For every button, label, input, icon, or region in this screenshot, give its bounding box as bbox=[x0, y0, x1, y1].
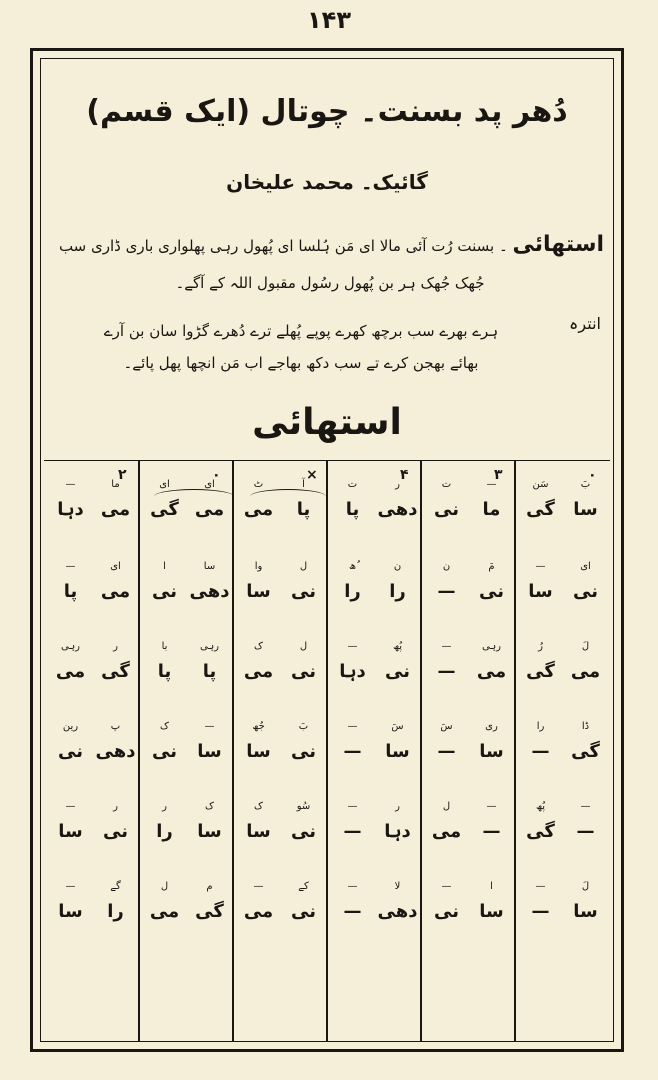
lyric-syllable: ت bbox=[441, 479, 452, 490]
swara-note: سا bbox=[246, 581, 271, 602]
lyric-syllable: م bbox=[206, 881, 213, 892]
swara-note: سا bbox=[197, 821, 222, 842]
swara-note: می bbox=[243, 901, 274, 922]
swara-note: می bbox=[431, 821, 462, 842]
swara-note: — bbox=[531, 741, 550, 762]
notation-column-1 bbox=[516, 461, 610, 1041]
swara-note: نی bbox=[152, 741, 177, 762]
swara-note: — bbox=[437, 661, 456, 682]
antra-line-2: بھائے بھجن کرے تے سب دکھ بھاجے اب مَن انچھا پھل پائے۔ bbox=[123, 354, 479, 372]
swara-note: می bbox=[100, 499, 131, 520]
lyric-syllable: رُ bbox=[538, 641, 543, 652]
notation-column-5 bbox=[140, 461, 234, 1041]
swara-note: نی bbox=[103, 821, 128, 842]
swara-note: سا bbox=[479, 901, 504, 922]
lyric-syllable: پُھ bbox=[535, 801, 546, 812]
lyric-syllable: ن bbox=[393, 561, 402, 572]
lyric-syllable: رہی bbox=[481, 641, 502, 652]
lyric-syllable: ای bbox=[204, 479, 215, 490]
swara-note: می bbox=[570, 661, 601, 682]
swara-note: سا bbox=[528, 581, 553, 602]
swara-note: دہا bbox=[339, 661, 366, 682]
sthai-line-2: جُھک جُھک ہر بن پُھول رسُول مقبول اللہ کے آگے۔ bbox=[175, 274, 485, 292]
swara-note: می bbox=[243, 499, 274, 520]
lyric-syllable: بَ bbox=[298, 721, 309, 732]
lyric-syllable: آ bbox=[302, 479, 305, 490]
lyric-syllable: را bbox=[536, 721, 545, 732]
page-title: دُھر پد بسنت۔ چوتال (ایک قسم) bbox=[86, 94, 568, 129]
lyric-syllable: رہی bbox=[199, 641, 220, 652]
tala-marker: × bbox=[306, 467, 318, 483]
swara-note: دہا bbox=[384, 821, 411, 842]
swara-note: نی bbox=[152, 581, 177, 602]
lyric-syllable: ک bbox=[160, 721, 169, 732]
lyric-syllable: — bbox=[347, 641, 358, 652]
tala-marker: ۲ bbox=[118, 467, 127, 483]
notation-column-4 bbox=[234, 461, 328, 1041]
swara-note: را bbox=[156, 821, 173, 842]
swara-note: گی bbox=[526, 821, 555, 842]
lyric-syllable: — bbox=[65, 561, 76, 572]
lyric-syllable: — bbox=[347, 881, 358, 892]
swara-note: سا bbox=[246, 741, 271, 762]
lyric-syllable: سُو bbox=[296, 801, 311, 812]
lyric-syllable: ر bbox=[113, 801, 118, 812]
swara-note: گی bbox=[526, 499, 555, 520]
lyric-syllable: — bbox=[347, 721, 358, 732]
swara-note: نی bbox=[573, 581, 598, 602]
singer-credit: گائیک۔ محمد علیخان bbox=[226, 170, 428, 194]
swara-note: نی bbox=[58, 741, 83, 762]
lyric-syllable: پ bbox=[110, 721, 121, 732]
lyric-syllable: ا bbox=[163, 561, 166, 572]
swara-note: می bbox=[55, 661, 86, 682]
lyric-syllable: ای bbox=[159, 479, 170, 490]
notation-heading: استھائی bbox=[252, 402, 402, 443]
notation-column-3 bbox=[328, 461, 422, 1041]
swara-note: دھی bbox=[377, 499, 418, 520]
swara-note: سا bbox=[58, 821, 83, 842]
swara-note: را bbox=[344, 581, 361, 602]
notation-column-6 bbox=[46, 461, 140, 1041]
swara-note: می bbox=[100, 581, 131, 602]
lyric-syllable: ک bbox=[205, 801, 214, 812]
swara-note: را bbox=[389, 581, 406, 602]
lyric-syllable: — bbox=[535, 561, 546, 572]
swara-note: نی bbox=[434, 901, 459, 922]
lyric-syllable: لَ bbox=[581, 641, 590, 652]
swara-note: — bbox=[531, 901, 550, 922]
notation-grid bbox=[44, 460, 610, 1041]
swara-note: — bbox=[343, 901, 362, 922]
lyric-syllable: با bbox=[161, 641, 168, 652]
lyric-syllable: مَ bbox=[488, 561, 495, 572]
lyric-syllable: — bbox=[486, 801, 497, 812]
lyric-syllable: ل bbox=[160, 881, 169, 892]
swara-note: سا bbox=[573, 901, 598, 922]
lyric-syllable: ری bbox=[485, 721, 498, 732]
swara-note: پا bbox=[202, 661, 217, 682]
lyric-syllable: ن bbox=[442, 561, 451, 572]
lyric-syllable: کے bbox=[298, 881, 309, 892]
lyric-syllable: — bbox=[486, 479, 497, 490]
tala-marker: ۴ bbox=[400, 467, 409, 483]
lyric-syllable: ل bbox=[442, 801, 451, 812]
swara-note: گی bbox=[526, 661, 555, 682]
swara-note: نی bbox=[291, 661, 316, 682]
lyric-syllable: سَن bbox=[532, 479, 549, 490]
lyric-syllable: ر bbox=[395, 479, 400, 490]
lyric-syllable: ُھ bbox=[349, 561, 356, 572]
swara-note: سا bbox=[246, 821, 271, 842]
tala-marker: ۳ bbox=[494, 467, 503, 483]
lyric-syllable: — bbox=[441, 641, 452, 652]
lyric-syllable: ک bbox=[254, 641, 263, 652]
sthai-text-1: بسنت رُت آئی مالا ای مَن ہُلسا ای پُھول رہی پھلواری باری ڈاری سب bbox=[58, 237, 495, 255]
swara-note: دھی bbox=[189, 581, 230, 602]
swara-note: دھی bbox=[377, 901, 418, 922]
lyric-syllable: وا bbox=[254, 561, 263, 572]
lyric-syllable: رہی bbox=[60, 641, 81, 652]
swara-note: — bbox=[482, 821, 501, 842]
lyric-syllable: ای bbox=[110, 561, 121, 572]
lyric-syllable: — bbox=[65, 479, 76, 490]
swara-note: نی bbox=[291, 741, 316, 762]
lyric-syllable: ر bbox=[162, 801, 167, 812]
swara-note: نی bbox=[434, 499, 459, 520]
lyric-syllable: ل bbox=[299, 561, 308, 572]
lyric-syllable: رین bbox=[62, 721, 79, 732]
lyric-syllable: گے bbox=[110, 881, 121, 892]
lyric-syllable: ٹ bbox=[253, 479, 264, 490]
lyric-syllable: ای bbox=[580, 561, 591, 572]
swara-note: گی bbox=[571, 741, 600, 762]
swara-note: سا bbox=[573, 499, 598, 520]
swara-note: پا bbox=[63, 581, 78, 602]
lyric-syllable: پُھ bbox=[392, 641, 403, 652]
lyric-syllable: ل bbox=[299, 641, 308, 652]
lyric-syllable: — bbox=[65, 801, 76, 812]
swara-note: سا bbox=[58, 901, 83, 922]
lyric-syllable: — bbox=[535, 881, 546, 892]
swara-note: پا bbox=[157, 661, 172, 682]
notation-column-2 bbox=[422, 461, 516, 1041]
tala-marker: ۰ bbox=[212, 467, 221, 483]
lyric-syllable: ر bbox=[395, 801, 400, 812]
lyric-syllable: ک bbox=[254, 801, 263, 812]
lyric-syllable: — bbox=[580, 801, 591, 812]
swara-note: پا bbox=[296, 499, 311, 520]
lyric-syllable: ر bbox=[113, 641, 118, 652]
swara-note: نی bbox=[291, 581, 316, 602]
swara-note: می bbox=[194, 499, 225, 520]
swara-note: — bbox=[343, 741, 362, 762]
swara-note: پا bbox=[345, 499, 360, 520]
lyric-syllable: — bbox=[253, 881, 264, 892]
swara-note: سا bbox=[385, 741, 410, 762]
lyric-syllable: سَ bbox=[440, 721, 453, 732]
swara-note: نی bbox=[385, 661, 410, 682]
lyric-syllable: ت bbox=[347, 479, 358, 490]
lyric-syllable: لا bbox=[394, 881, 401, 892]
lyric-syllable: ا bbox=[490, 881, 493, 892]
lyric-syllable: جُھ bbox=[252, 721, 265, 732]
lyric-syllable: — bbox=[347, 801, 358, 812]
lyric-syllable: ڈا bbox=[581, 721, 590, 732]
lyric-syllable: — bbox=[441, 881, 452, 892]
swara-note: سا bbox=[479, 741, 504, 762]
swara-note: نی bbox=[291, 821, 316, 842]
antra-line-1: ہرے بھرے سب برچھ کھرے پوپے پُھلے ترے دُھرے گڑوا سان بن آرے bbox=[103, 322, 499, 340]
sthai-line-1: استھائی ۔ بسنت رُت آئی مالا ای مَن ہُلسا ای پُھول رہی پھلواری باری ڈاری سب bbox=[58, 232, 604, 257]
swara-note: دھی bbox=[95, 741, 136, 762]
swara-note: را bbox=[107, 901, 124, 922]
swara-note: می bbox=[243, 661, 274, 682]
swara-note: — bbox=[437, 741, 456, 762]
antra-label: انترہ bbox=[569, 314, 601, 333]
swara-note: گی bbox=[150, 499, 179, 520]
swara-note: — bbox=[343, 821, 362, 842]
lyric-syllable: — bbox=[65, 881, 76, 892]
tala-marker: ۰ bbox=[588, 467, 597, 483]
page-number: ۱۴۳ bbox=[307, 6, 351, 34]
lyric-syllable: — bbox=[204, 721, 215, 732]
lyric-syllable: بَ bbox=[580, 479, 591, 490]
swara-note: دہا bbox=[57, 499, 84, 520]
lyric-syllable: لَ bbox=[581, 881, 590, 892]
swara-note: می bbox=[149, 901, 180, 922]
swara-note: گی bbox=[101, 661, 130, 682]
swara-note: نی bbox=[479, 581, 504, 602]
lyric-syllable: ما bbox=[111, 479, 120, 490]
swara-note: — bbox=[576, 821, 595, 842]
lyric-syllable: سَ bbox=[391, 721, 404, 732]
swara-note: — bbox=[437, 581, 456, 602]
swara-note: سا bbox=[197, 741, 222, 762]
swara-note: ما bbox=[482, 499, 501, 520]
swara-note: می bbox=[476, 661, 507, 682]
swara-note: گی bbox=[195, 901, 224, 922]
swara-note: نی bbox=[291, 901, 316, 922]
sthai-label: استھائی bbox=[512, 232, 604, 257]
lyric-syllable: سا bbox=[203, 561, 216, 572]
